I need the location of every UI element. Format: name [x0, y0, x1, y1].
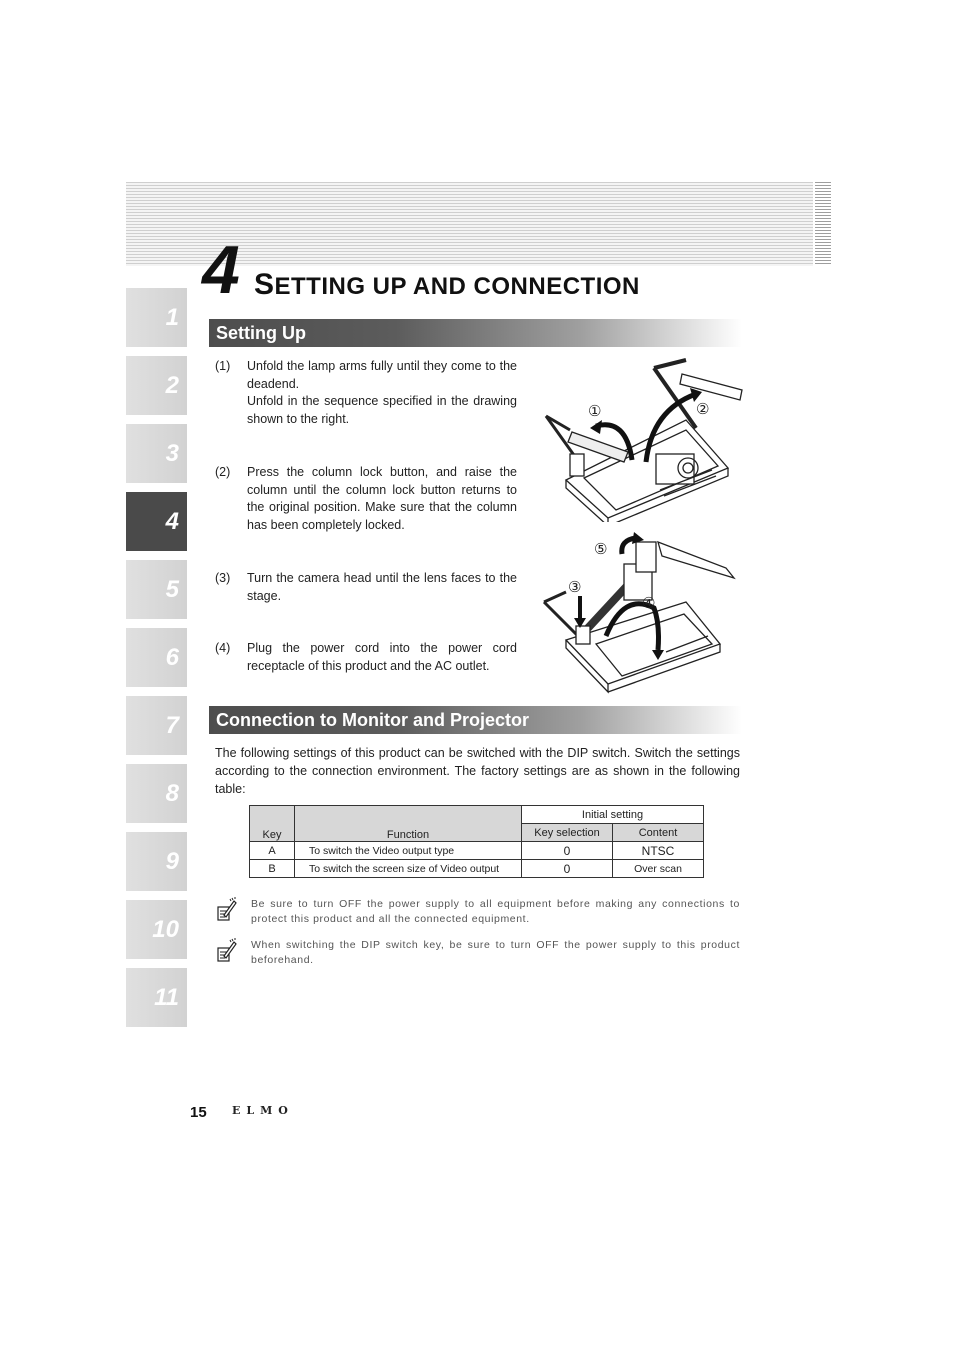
step-text: Plug the power cord into the power cord receptacle of this product and the AC outlet. [247, 641, 517, 673]
intro-paragraph: The following settings of this product can be switched with the DIP switch. Switch the settings according to the connection environment. The factory settings are as shown in the following table: [215, 746, 740, 796]
step-number: (1) [215, 359, 231, 373]
page-number: 15 [190, 1104, 207, 1121]
section-setting-up: Setting Up [209, 319, 742, 347]
header-key: Key [250, 806, 295, 842]
step-text [247, 358, 517, 429]
chapter-tab-5[interactable]: 5 [126, 560, 187, 619]
step-text: Turn the camera head until the lens faces to the stage. [247, 571, 517, 603]
header-key-selection: Key selection [522, 824, 613, 842]
cell-selection: 0 [522, 842, 613, 860]
illustration-camera-head [536, 532, 746, 694]
chapter-title-rest: ETTING UP AND CONNECTION [274, 273, 640, 300]
note-text: When switching the DIP switch key, be sure to turn OFF the power supply to this product beforehand. [251, 939, 740, 966]
chapter-tab-11[interactable]: 11 [126, 968, 187, 1027]
step-text-line: Unfold the lamp arms fully until they come to the deadend. [247, 359, 517, 391]
memo-pencil-icon [215, 938, 237, 964]
chapter-title-initial: S [254, 268, 275, 301]
illustration-lamp-arms [536, 350, 746, 522]
step-text: Press the column lock button, and raise the column until the column lock button returns to the original position. Make sure that the column has been completely locked. [247, 465, 517, 533]
chapter-tab-2[interactable]: 2 [126, 356, 187, 415]
chapter-tab-7[interactable]: 7 [126, 696, 187, 755]
cell-selection: 0 [522, 860, 613, 878]
memo-pencil-icon [215, 897, 237, 923]
figure-label-2: ② [696, 400, 710, 418]
figure-label-3: ③ [568, 578, 582, 596]
header-content: Content [613, 824, 704, 842]
chapter-tab-9[interactable]: 9 [126, 832, 187, 891]
header-function: Function [295, 806, 522, 842]
cell-content: Over scan [613, 860, 704, 878]
cell-function: To switch the Video output type [295, 842, 522, 860]
cell-key: B [250, 860, 295, 878]
cell-content: NTSC [613, 842, 704, 860]
brand-logo: ELMO [232, 1104, 294, 1117]
dip-switch-table [249, 805, 704, 878]
chapter-title [254, 268, 640, 302]
chapter-tab-3[interactable]: 3 [126, 424, 187, 483]
step-number: (3) [215, 571, 231, 585]
chapter-tab-1[interactable]: 1 [126, 288, 187, 347]
chapter-tab-8[interactable]: 8 [126, 764, 187, 823]
header-initial-setting: Initial setting [522, 806, 704, 824]
note-text: Be sure to turn OFF the power supply to all equipment before making any connections to protect this product and all the connected equipment. [251, 898, 740, 925]
table-row [250, 860, 704, 878]
chapter-tab-6[interactable]: 6 [126, 628, 187, 687]
header-stripes-right [813, 182, 831, 266]
step-text-line: Unfold in the sequence specified in the drawing shown to the right. [247, 394, 517, 427]
step-number: (4) [215, 641, 231, 655]
cell-function: To switch the screen size of Video output [295, 860, 522, 878]
figure-label-4: ④ [642, 594, 656, 612]
chapter-tab-10[interactable]: 10 [126, 900, 187, 959]
chapter-number: 4 [202, 232, 238, 308]
table-row [250, 842, 704, 860]
figure-label-1: ① [588, 402, 602, 420]
chapter-tab-4[interactable]: 4 [126, 492, 187, 551]
section-connection: Connection to Monitor and Projector [209, 706, 742, 734]
step-number: (2) [215, 465, 231, 479]
cell-key: A [250, 842, 295, 860]
figure-label-5: ⑤ [594, 540, 608, 558]
